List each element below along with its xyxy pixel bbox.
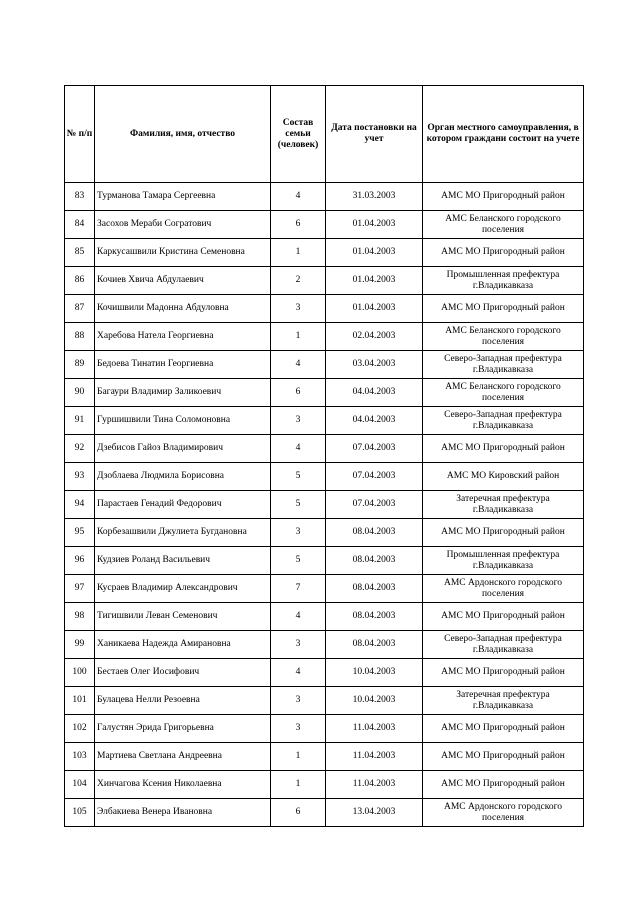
table-row <box>65 239 584 267</box>
table-header-row <box>65 86 584 183</box>
table-row <box>65 771 584 799</box>
header-date: Дата постановки на учет <box>326 86 423 183</box>
cell-num: 101 <box>65 687 95 715</box>
header-family: Состав семьи (человек) <box>271 86 326 183</box>
cell-family: 7 <box>271 575 326 603</box>
cell-name: Гуршишвили Тина Соломоновна <box>95 407 271 435</box>
cell-num: 102 <box>65 715 95 743</box>
table-body <box>65 183 584 827</box>
table-row <box>65 799 584 827</box>
cell-family: 4 <box>271 183 326 211</box>
cell-name: Каркусашвили Кристина Семеновна <box>95 239 271 267</box>
cell-family: 4 <box>271 603 326 631</box>
cell-name: Элбакиева Венера Ивановна <box>95 799 271 827</box>
table-row <box>65 687 584 715</box>
cell-organ: АМС МО Пригородный район <box>423 295 584 323</box>
header-num: № п/п <box>65 86 95 183</box>
cell-date: 01.04.2003 <box>326 239 423 267</box>
cell-organ: АМС Беланского городского поселения <box>423 211 584 239</box>
cell-organ: АМС МО Пригородный район <box>423 659 584 687</box>
table-row <box>65 603 584 631</box>
table-row <box>65 267 584 295</box>
cell-organ: Северо-Западная префектура г.Владикавказа <box>423 631 584 659</box>
cell-name: Багаури Владимир Заликоевич <box>95 379 271 407</box>
table-row <box>65 379 584 407</box>
cell-organ: Затеречная префектура г.Владикавказа <box>423 687 584 715</box>
cell-num: 97 <box>65 575 95 603</box>
cell-organ: АМС МО Пригородный район <box>423 435 584 463</box>
cell-name: Булацева Нелли Резоевна <box>95 687 271 715</box>
cell-organ: АМС МО Пригородный район <box>423 743 584 771</box>
cell-name: Бестаев Олег Иосифович <box>95 659 271 687</box>
cell-family: 2 <box>271 267 326 295</box>
cell-name: Мартиева Светлана Андреевна <box>95 743 271 771</box>
table-row <box>65 631 584 659</box>
table-row <box>65 519 584 547</box>
cell-date: 03.04.2003 <box>326 351 423 379</box>
cell-organ: Промышленная префектура г.Владикавказа <box>423 267 584 295</box>
cell-name: Кудзиев Роланд Васильевич <box>95 547 271 575</box>
cell-family: 5 <box>271 463 326 491</box>
table-row <box>65 211 584 239</box>
cell-num: 95 <box>65 519 95 547</box>
cell-date: 11.04.2003 <box>326 743 423 771</box>
table-row <box>65 575 584 603</box>
cell-organ: АМС Ардонского городского поселения <box>423 575 584 603</box>
header-organ: Орган местного самоуправления, в котором граждани состоит на учете <box>423 86 584 183</box>
cell-name: Корбезашвили Джулиета Бугдановна <box>95 519 271 547</box>
cell-organ: Северо-Западная префектура г.Владикавказа <box>423 407 584 435</box>
cell-date: 10.04.2003 <box>326 659 423 687</box>
cell-num: 99 <box>65 631 95 659</box>
cell-date: 11.04.2003 <box>326 715 423 743</box>
cell-family: 3 <box>271 715 326 743</box>
cell-name: Турманова Тамара Сергеевна <box>95 183 271 211</box>
cell-num: 94 <box>65 491 95 519</box>
table-row <box>65 743 584 771</box>
cell-num: 90 <box>65 379 95 407</box>
cell-family: 4 <box>271 351 326 379</box>
table-row <box>65 547 584 575</box>
cell-family: 6 <box>271 211 326 239</box>
cell-date: 07.04.2003 <box>326 435 423 463</box>
cell-organ: АМС МО Пригородный район <box>423 771 584 799</box>
table-row <box>65 435 584 463</box>
cell-name: Засохов Мераби Согратович <box>95 211 271 239</box>
cell-num: 104 <box>65 771 95 799</box>
cell-organ: АМС МО Пригородный район <box>423 183 584 211</box>
cell-family: 3 <box>271 687 326 715</box>
cell-family: 6 <box>271 379 326 407</box>
cell-organ: Затеречная префектура г.Владикавказа <box>423 491 584 519</box>
cell-num: 92 <box>65 435 95 463</box>
cell-date: 01.04.2003 <box>326 267 423 295</box>
cell-organ: АМС МО Кировский район <box>423 463 584 491</box>
cell-organ: Промышленная префектура г.Владикавказа <box>423 547 584 575</box>
cell-date: 31.03.2003 <box>326 183 423 211</box>
table-row <box>65 295 584 323</box>
table-row <box>65 491 584 519</box>
cell-date: 07.04.2003 <box>326 463 423 491</box>
cell-date: 01.04.2003 <box>326 295 423 323</box>
registry-table <box>64 85 584 827</box>
header-name: Фамилия, имя, отчество <box>95 86 271 183</box>
cell-num: 85 <box>65 239 95 267</box>
cell-date: 08.04.2003 <box>326 631 423 659</box>
cell-name: Дзоблаева Людмила Борисовна <box>95 463 271 491</box>
cell-organ: АМС Беланского городского поселения <box>423 323 584 351</box>
cell-organ: АМС МО Пригородный район <box>423 715 584 743</box>
cell-organ: АМС МО Пригородный район <box>423 239 584 267</box>
cell-date: 02.04.2003 <box>326 323 423 351</box>
cell-family: 1 <box>271 323 326 351</box>
cell-family: 5 <box>271 491 326 519</box>
cell-date: 01.04.2003 <box>326 211 423 239</box>
table-row <box>65 407 584 435</box>
cell-name: Ханикаева Надежда Амирановна <box>95 631 271 659</box>
cell-name: Галустян Эрида Григорьевна <box>95 715 271 743</box>
table-row <box>65 183 584 211</box>
cell-num: 88 <box>65 323 95 351</box>
cell-family: 1 <box>271 743 326 771</box>
cell-date: 13.04.2003 <box>326 799 423 827</box>
cell-num: 93 <box>65 463 95 491</box>
cell-family: 4 <box>271 435 326 463</box>
cell-num: 83 <box>65 183 95 211</box>
cell-date: 08.04.2003 <box>326 603 423 631</box>
cell-date: 07.04.2003 <box>326 491 423 519</box>
cell-family: 3 <box>271 519 326 547</box>
cell-date: 04.04.2003 <box>326 379 423 407</box>
cell-num: 87 <box>65 295 95 323</box>
cell-family: 1 <box>271 771 326 799</box>
cell-name: Дзебисов Гайоз Владимирович <box>95 435 271 463</box>
cell-organ: АМС Ардонского городского поселения <box>423 799 584 827</box>
table-row <box>65 323 584 351</box>
cell-family: 1 <box>271 239 326 267</box>
cell-date: 08.04.2003 <box>326 547 423 575</box>
cell-name: Кусраев Владимир Александрович <box>95 575 271 603</box>
cell-family: 3 <box>271 407 326 435</box>
table-row <box>65 715 584 743</box>
cell-date: 11.04.2003 <box>326 771 423 799</box>
cell-num: 100 <box>65 659 95 687</box>
table-row <box>65 659 584 687</box>
cell-family: 4 <box>271 659 326 687</box>
cell-num: 96 <box>65 547 95 575</box>
cell-num: 105 <box>65 799 95 827</box>
cell-name: Кочишвили Мадонна Абдуловна <box>95 295 271 323</box>
cell-name: Кочиев Хвича Абдулаевич <box>95 267 271 295</box>
cell-num: 98 <box>65 603 95 631</box>
cell-family: 5 <box>271 547 326 575</box>
cell-num: 91 <box>65 407 95 435</box>
cell-organ: АМС МО Пригородный район <box>423 519 584 547</box>
cell-date: 08.04.2003 <box>326 575 423 603</box>
cell-name: Бедоева Тинатин Георгиевна <box>95 351 271 379</box>
cell-num: 89 <box>65 351 95 379</box>
cell-date: 04.04.2003 <box>326 407 423 435</box>
cell-date: 10.04.2003 <box>326 687 423 715</box>
cell-name: Тигишвили Леван Семенович <box>95 603 271 631</box>
cell-num: 86 <box>65 267 95 295</box>
cell-num: 84 <box>65 211 95 239</box>
table-row <box>65 463 584 491</box>
cell-organ: АМС МО Пригородный район <box>423 603 584 631</box>
cell-family: 6 <box>271 799 326 827</box>
cell-organ: Северо-Западная префектура г.Владикавказа <box>423 351 584 379</box>
cell-name: Хинчагова Ксения Николаевна <box>95 771 271 799</box>
cell-date: 08.04.2003 <box>326 519 423 547</box>
cell-name: Харебова Натела Георгиевна <box>95 323 271 351</box>
table-row <box>65 351 584 379</box>
cell-organ: АМС Беланского городского поселения <box>423 379 584 407</box>
cell-name: Парастаев Генадий Федорович <box>95 491 271 519</box>
cell-family: 3 <box>271 631 326 659</box>
cell-family: 3 <box>271 295 326 323</box>
cell-num: 103 <box>65 743 95 771</box>
